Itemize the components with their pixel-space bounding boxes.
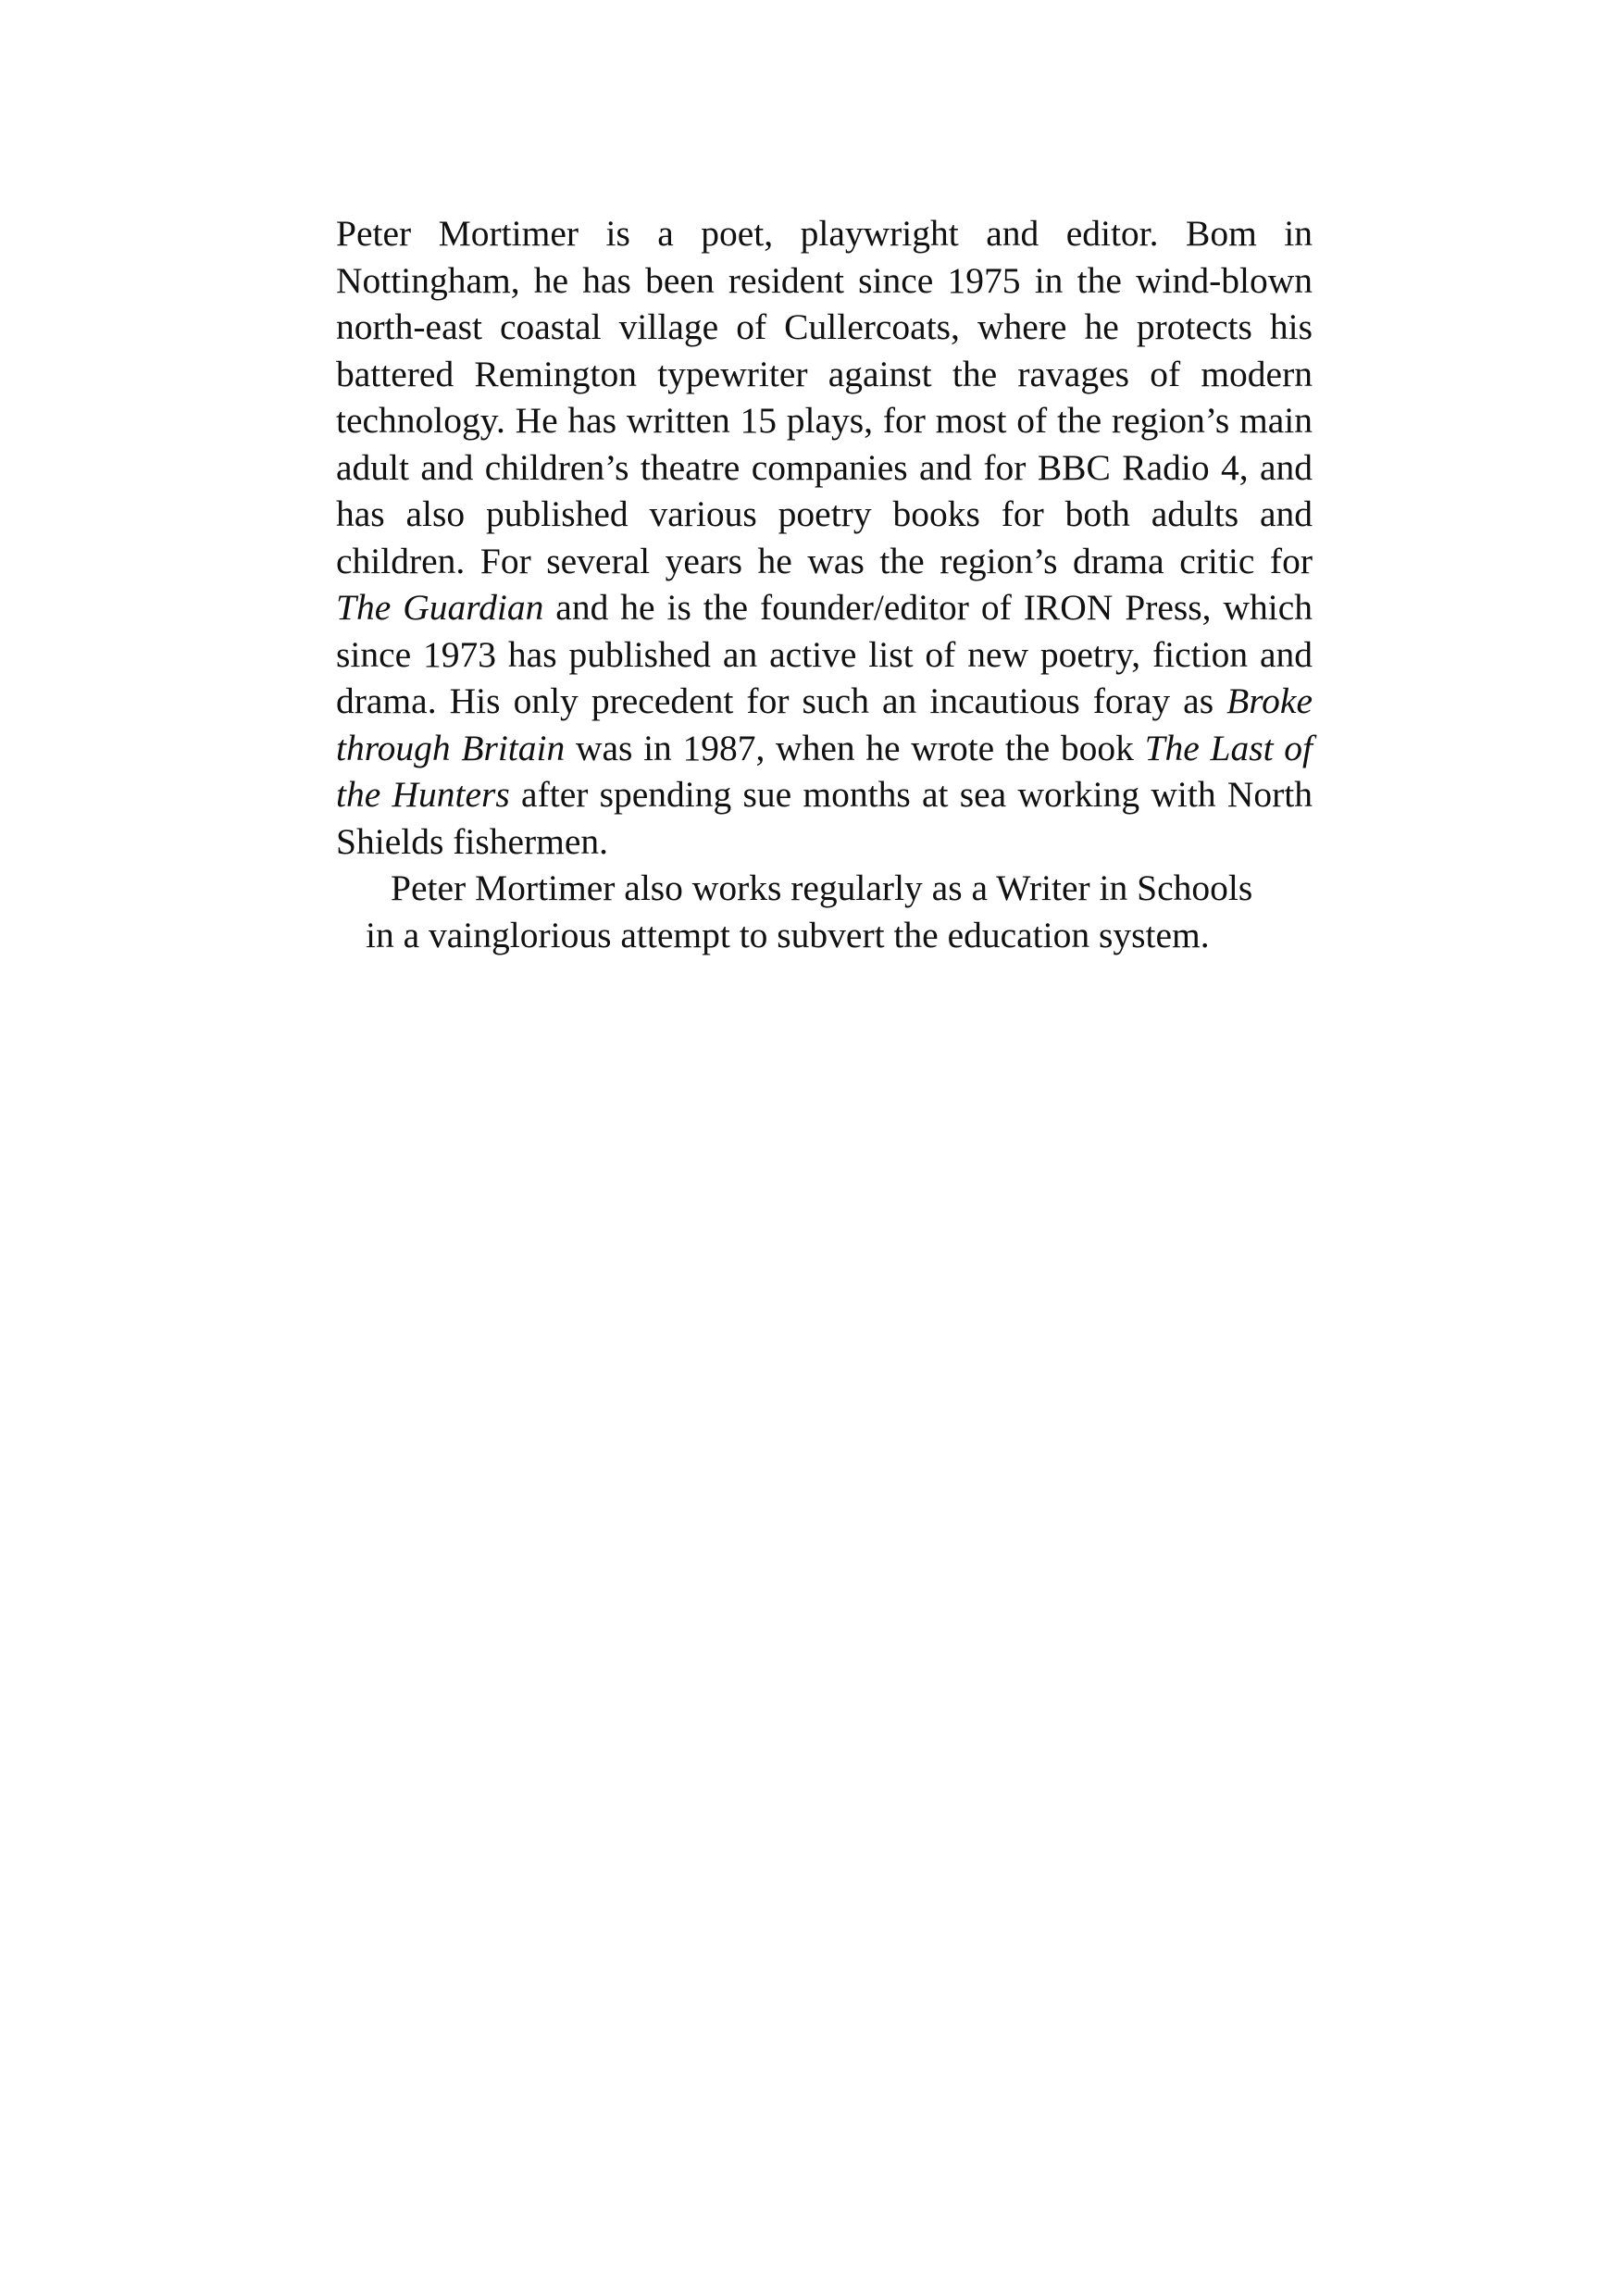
biography-text-segment-1: Peter Mortimer is a poet, playwright and editor. Bom in Nottingham, he has been resident since 1975 in the wind-blown north-east coastal village of Cullercoats, where he protects his battered Remington typewriter against the ravages of modern technology. He has written 15 plays, for most of the region’s main adult and children’s theatre companies and for BBC Radio 4, and has also published various poetry books for both adults and children. For several years he was the region’s drama critic for <box>336 213 1313 581</box>
biography-paragraph-2 <box>336 865 1313 958</box>
biography-text-segment-3: was in 1987, when he wrote the book <box>565 727 1145 768</box>
biography-paragraph-1 <box>336 210 1313 865</box>
title-the-guardian: The Guardian <box>336 587 544 628</box>
biography-text-segment-2: and he is the founder/editor of IRON Press, which since 1973 has published an active list of new poetry, fiction and drama. His only precedent for such an incautious foray as <box>336 587 1313 721</box>
biography-paragraph-2-line-2: in a vainglorious attempt to subvert the education system. <box>366 914 1210 955</box>
title-broke-through-britain: Broke through Britain <box>336 680 1313 768</box>
author-biography <box>336 210 1313 958</box>
biography-text-segment-4: after spending sue months at sea working with North Shields fishermen. <box>336 774 1313 862</box>
biography-paragraph-2-line-1: Peter Mortimer also works regularly as a Writer in Schools <box>391 867 1253 908</box>
title-the-last-of-the-hunters: The Last of the Hunters <box>336 727 1313 815</box>
